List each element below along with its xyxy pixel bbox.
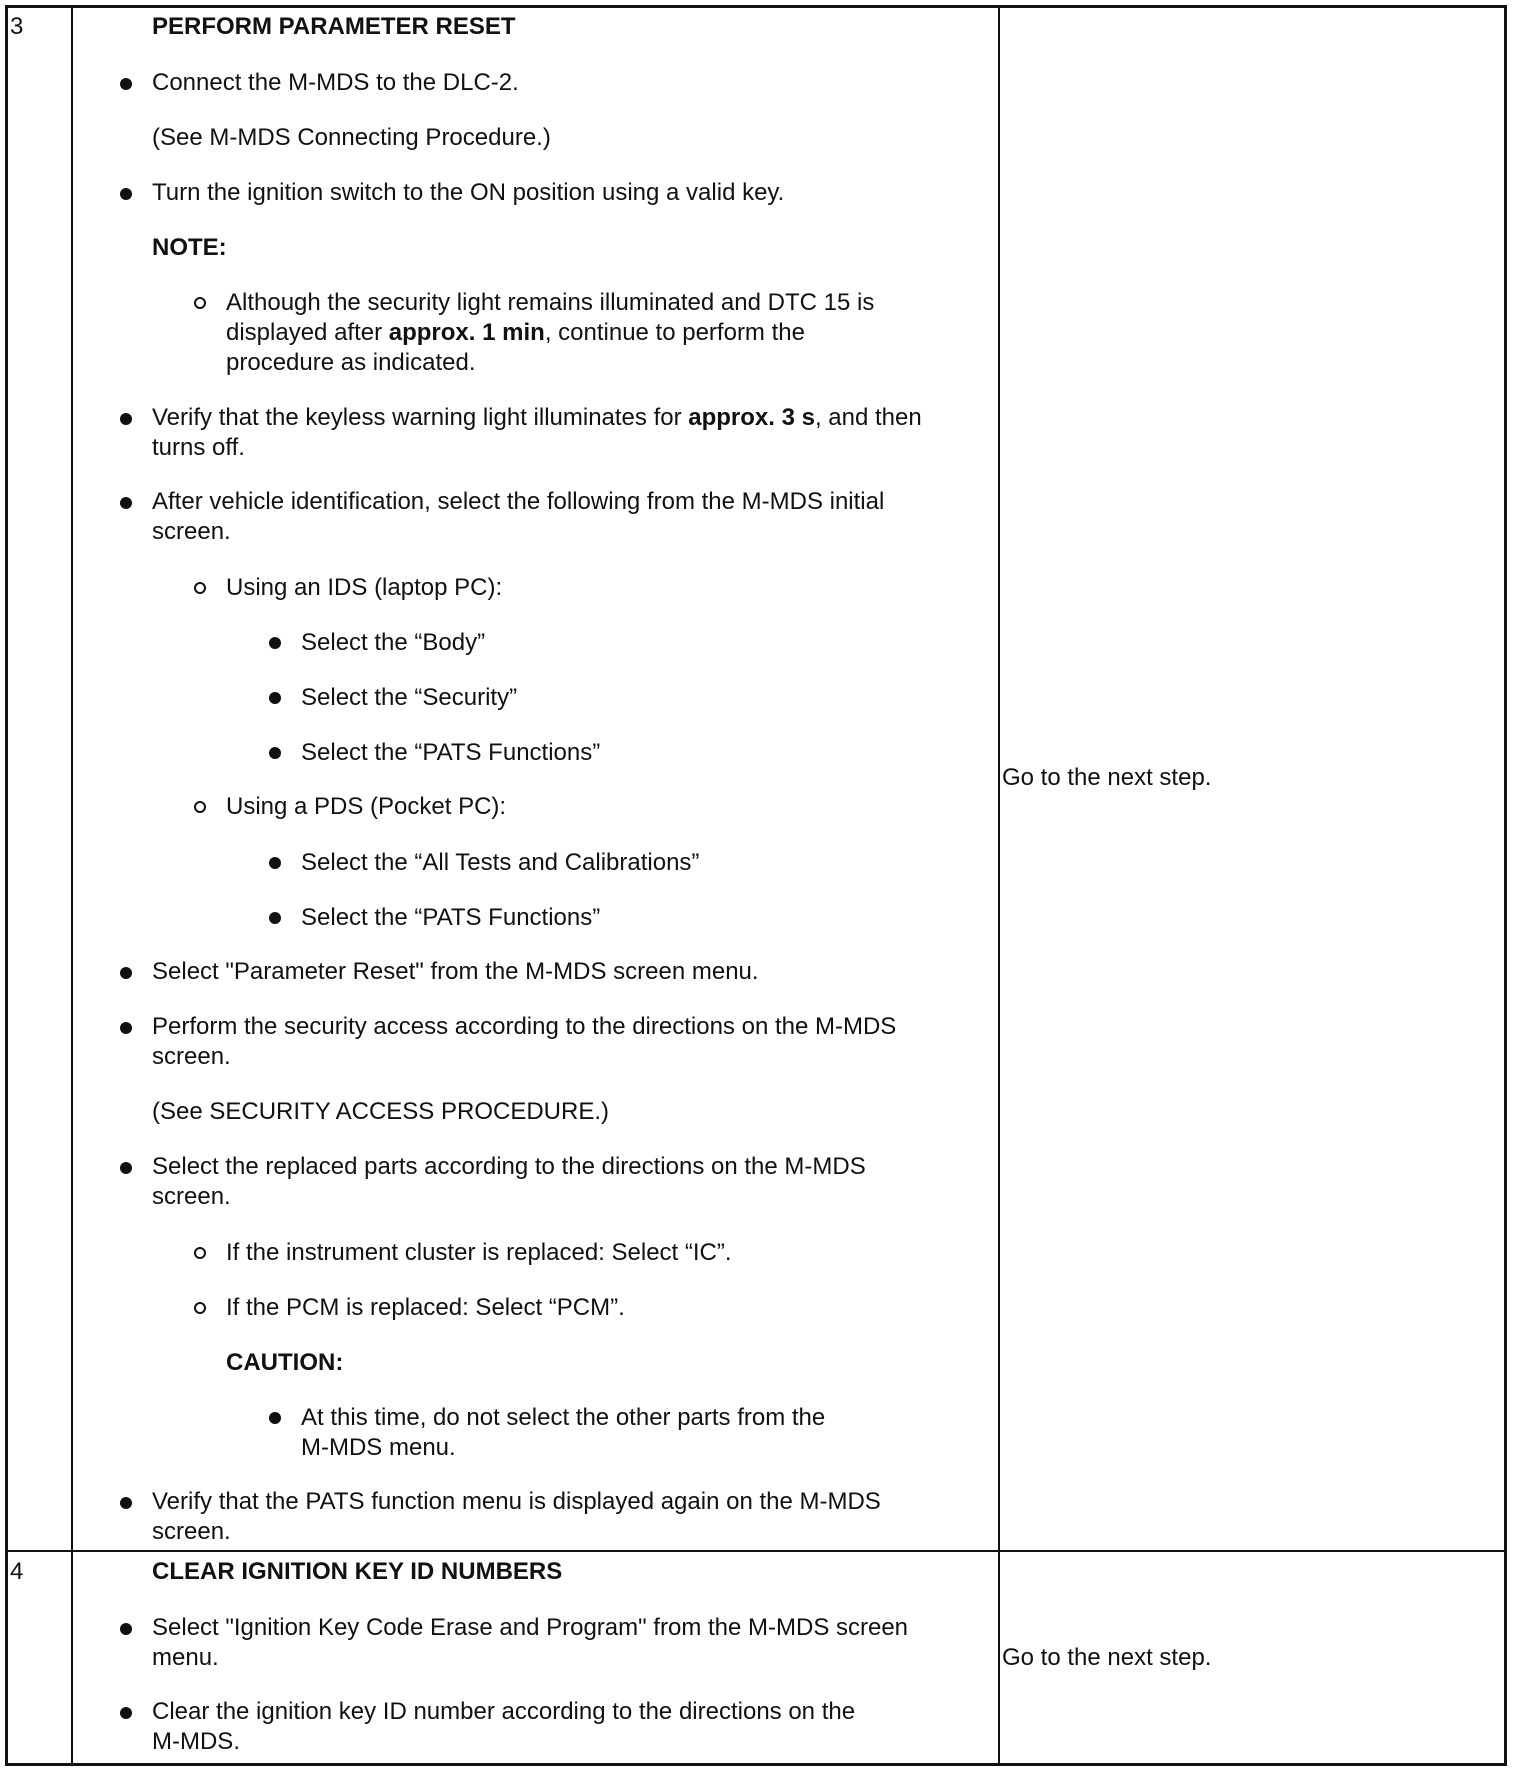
instruction-text-line-2: screen. (152, 518, 231, 545)
instruction-text-line-1: Select the replaced parts according to the directions on the M-MDS (152, 1153, 866, 1180)
bullet-icon (120, 1497, 132, 1509)
caution-heading: CAUTION: (226, 1349, 344, 1376)
bullet-icon (120, 1022, 132, 1034)
sub-item-text: If the instrument cluster is replaced: Select “IC”. (226, 1239, 732, 1266)
instruction-text-line-1: Verify that the PATS function menu is displayed again on the M-MDS (152, 1488, 881, 1515)
instruction-text-line-1: Clear the ignition key ID number according to the directions on the (152, 1698, 856, 1725)
action-text: Go to the next step. (1002, 764, 1212, 791)
sub-item-text: If the PCM is replaced: Select “PCM”. (226, 1294, 625, 1321)
sub-bullet-icon (194, 297, 206, 309)
action-text: Go to the next step. (1002, 1644, 1212, 1671)
instruction-text: Turn the ignition switch to the ON position using a valid key. (152, 179, 785, 206)
sub-item-text: Using an IDS (laptop PC): (226, 574, 503, 601)
bullet-icon (269, 1412, 281, 1424)
menu-select-text: Select the “PATS Functions” (301, 739, 601, 766)
sub-item-text: Using a PDS (Pocket PC): (226, 793, 507, 820)
bullet-icon (269, 747, 281, 759)
instruction-text-line-1: Perform the security access according to the directions on the M-MDS (152, 1013, 897, 1040)
column-divider-action (998, 8, 1000, 1763)
bullet-icon (269, 857, 281, 869)
step-number: 3 (10, 13, 24, 40)
menu-select-text: Select the “Security” (301, 684, 518, 711)
menu-select-text: Select the “All Tests and Calibrations” (301, 849, 700, 876)
instruction-text-line-2: turns off. (152, 434, 245, 461)
sub-bullet-icon (194, 582, 206, 594)
instruction-text-line-2: menu. (152, 1644, 219, 1671)
note-heading: NOTE: (152, 234, 227, 261)
column-divider-step (71, 8, 73, 1763)
sub-bullet-icon (194, 1302, 206, 1314)
instruction-text-line-2: screen. (152, 1518, 231, 1545)
bullet-icon (269, 637, 281, 649)
step-title: CLEAR IGNITION KEY ID NUMBERS (152, 1558, 563, 1585)
bullet-icon (120, 78, 132, 90)
bullet-icon (120, 1623, 132, 1635)
menu-select-text: Select the “Body” (301, 629, 486, 656)
bullet-icon (120, 1707, 132, 1719)
sub-bullet-icon (194, 1247, 206, 1259)
menu-select-text: Select the “PATS Functions” (301, 904, 601, 931)
caution-text-line-2: M-MDS menu. (301, 1434, 456, 1461)
instruction-text: Select "Parameter Reset" from the M-MDS screen menu. (152, 958, 759, 985)
bullet-icon (120, 188, 132, 200)
sub-bullet-icon (194, 801, 206, 813)
note-text-line-3: procedure as indicated. (226, 349, 476, 376)
note-text-line-2: displayed after approx. 1 min, continue to perform the (226, 319, 805, 346)
instruction-text-line-1: Verify that the keyless warning light illuminates for approx. 3 s, and then (152, 404, 922, 431)
caution-text-line-1: At this time, do not select the other parts from the (301, 1404, 826, 1431)
instruction-text-line-2: screen. (152, 1183, 231, 1210)
instruction-text-line-2: screen. (152, 1043, 231, 1070)
bullet-icon (120, 497, 132, 509)
instruction-text: Connect the M-MDS to the DLC-2. (152, 69, 519, 96)
bullet-icon (120, 1162, 132, 1174)
reference-text: (See SECURITY ACCESS PROCEDURE.) (152, 1098, 609, 1125)
bullet-icon (269, 692, 281, 704)
note-text-line-1: Although the security light remains illuminated and DTC 15 is (226, 289, 875, 316)
step-number: 4 (10, 1558, 24, 1585)
instruction-text-line-1: After vehicle identification, select the following from the M-MDS initial (152, 488, 885, 515)
reference-text: (See M-MDS Connecting Procedure.) (152, 124, 551, 151)
bullet-icon (120, 967, 132, 979)
instruction-text-line-2: M-MDS. (152, 1728, 240, 1755)
bullet-icon (120, 413, 132, 425)
row-divider (8, 1550, 1504, 1552)
instruction-text-line-1: Select "Ignition Key Code Erase and Program" from the M-MDS screen (152, 1614, 909, 1641)
step-title: PERFORM PARAMETER RESET (152, 13, 516, 40)
bullet-icon (269, 912, 281, 924)
